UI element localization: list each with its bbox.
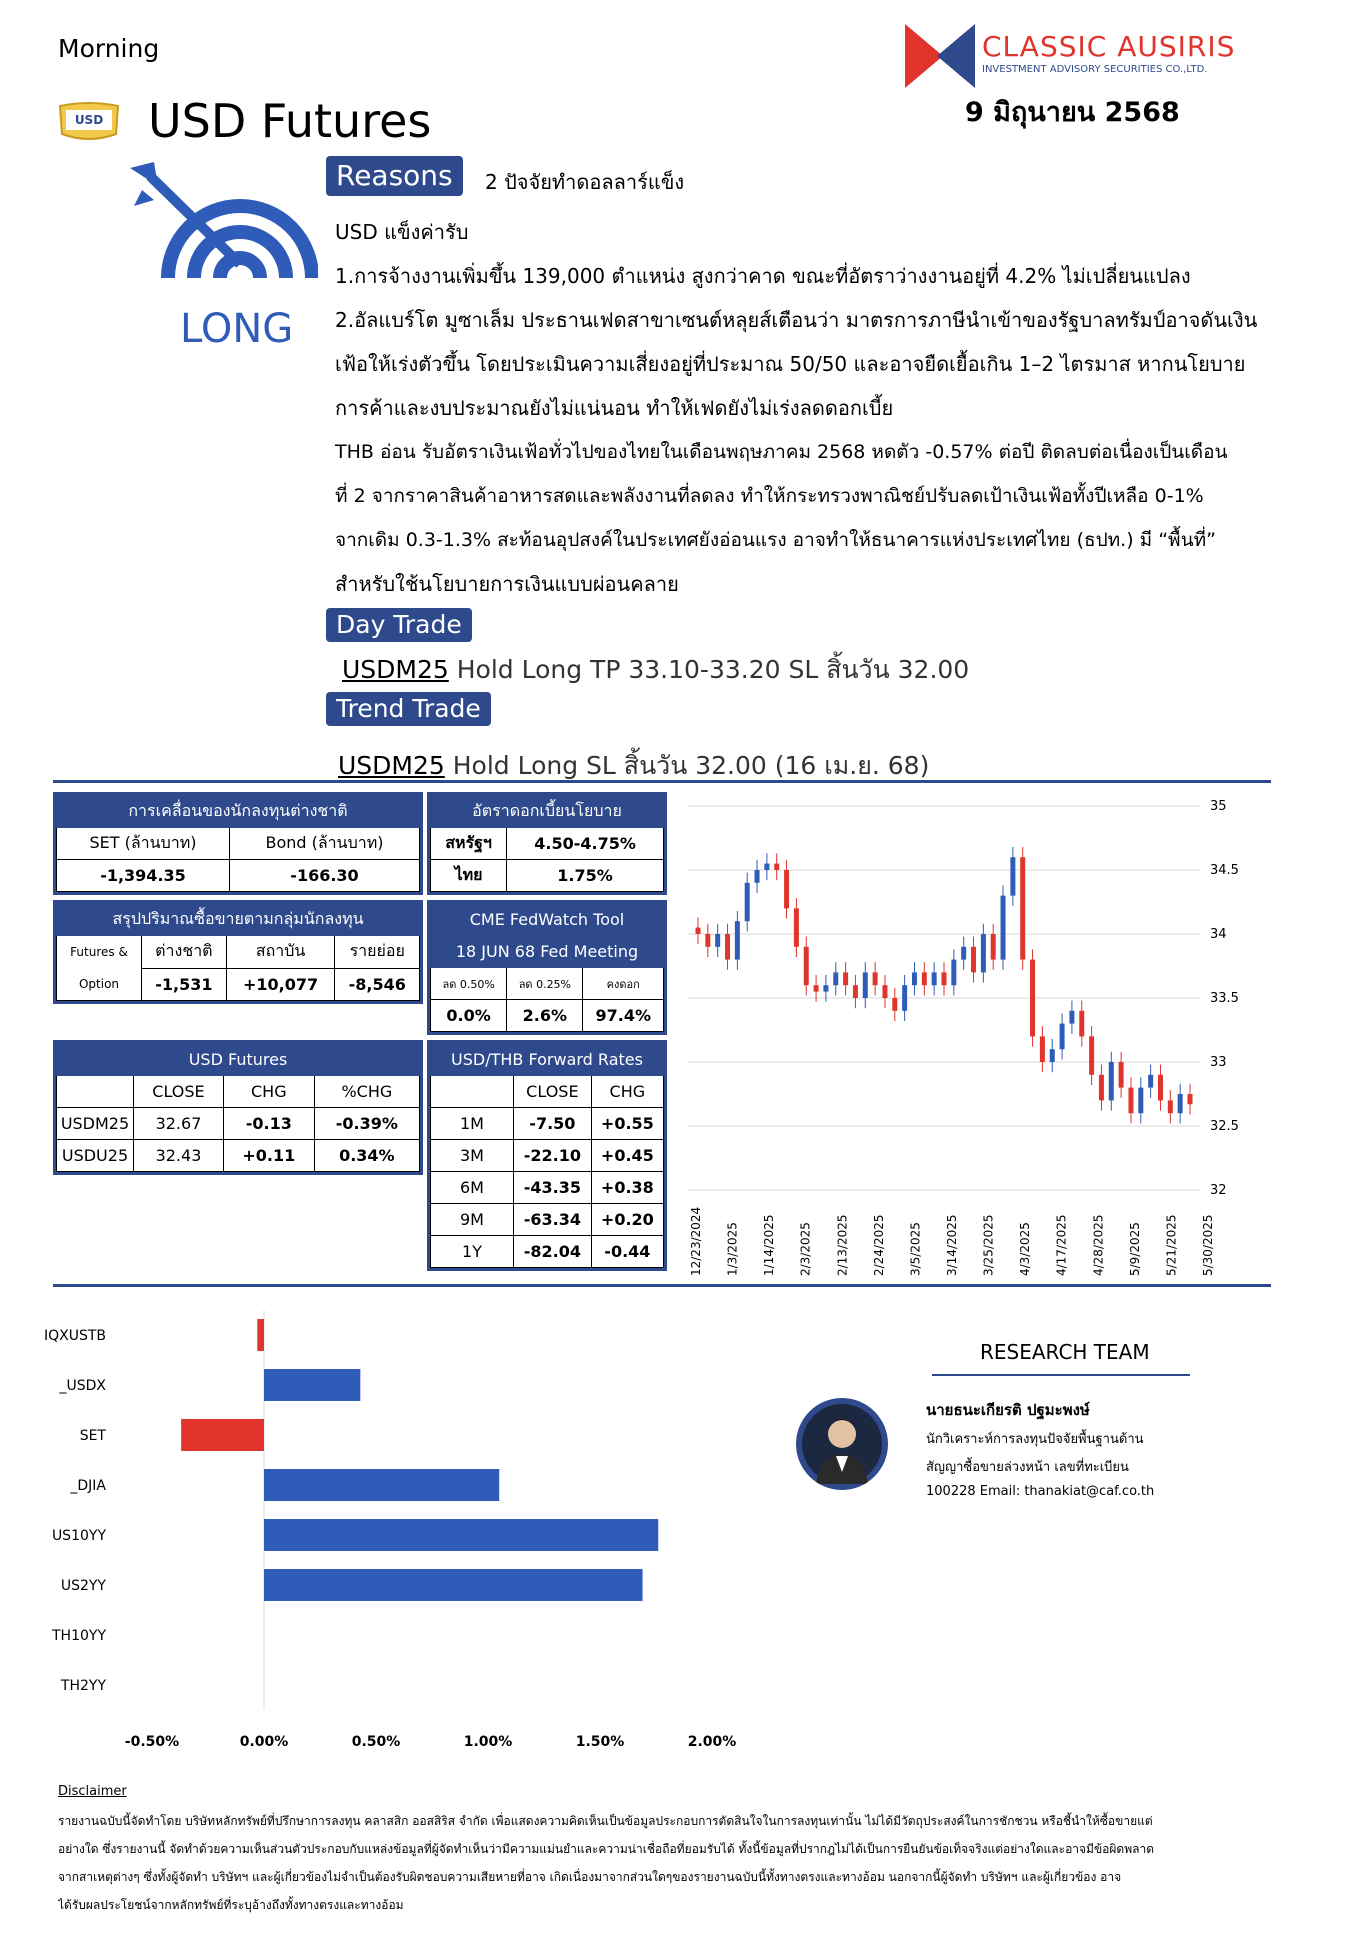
category-label: TH10YY xyxy=(52,1628,106,1644)
fedwatch-value: 97.4% xyxy=(583,1000,664,1032)
analyst-role-2: สัญญาซื้อขายล่วงหน้า เลขที่ทะเบียน xyxy=(926,1460,1129,1475)
disclaimer-line: ได้รับผลประโยชน์จากหลักทรัพย์ที่ระบุอ้างถึงทั้งทางตรงและทางอ้อม xyxy=(58,1898,404,1912)
x-tick-label: 4/28/2025 xyxy=(1091,1214,1106,1276)
company-subtitle: INVESTMENT ADVISORY SECURITIES CO.,LTD. xyxy=(982,64,1208,75)
candle-body xyxy=(1020,857,1025,959)
candle-body xyxy=(843,972,848,985)
candle-body xyxy=(991,934,996,960)
candle-body xyxy=(863,972,868,998)
disclaimer-line: จากสาเหตุต่างๆ ซึ่งทั้งผู้จัดทำ บริษัทฯ และผู้เกี่ยวข้องไม่จำเป็นต้องรับผิดชอบความเสียหายที่อาจ เกิดเนื่องมาจากส่วนใดๆของรายงานฉบับนี้ทั้งทางตรงและทางอ้อม นอกจากนี้ผู้จัดทำ บริษัทฯ และผู้เกี่ยวข้อง อาจ xyxy=(58,1870,1122,1884)
fedwatch-header: คงดอก xyxy=(583,968,664,1000)
y-tick-label: 33 xyxy=(1210,1055,1227,1070)
policy-rate-country: สหรัฐฯ xyxy=(431,828,507,860)
disclaimer-title: Disclaimer xyxy=(58,1784,127,1799)
candle-body xyxy=(882,985,887,998)
usd-futures-header: CLOSE xyxy=(134,1076,224,1108)
investor-value: -8,546 xyxy=(335,968,420,1001)
candle-body xyxy=(764,864,769,870)
foreign-flow-table xyxy=(56,795,420,892)
candle-body xyxy=(1148,1075,1153,1088)
research-team-title: RESEARCH TEAM xyxy=(980,1340,1150,1364)
company-name: CLASSIC AUSIRIS xyxy=(982,30,1236,63)
investor-group-label-1: Futures & xyxy=(70,945,128,959)
candle-body xyxy=(833,972,838,985)
policy-rate-value: 1.75% xyxy=(507,860,664,892)
x-tick-label: 1.00% xyxy=(463,1734,513,1750)
x-tick-label: 3/5/2025 xyxy=(908,1222,923,1276)
usd-futures-header: %CHG xyxy=(314,1076,419,1108)
fedwatch-title: CME FedWatch Tool xyxy=(431,904,664,936)
y-tick-label: 34 xyxy=(1210,927,1227,942)
investor-group-table xyxy=(56,903,420,1001)
forward-tenor: 1Y xyxy=(431,1236,514,1268)
y-tick-label: 34.5 xyxy=(1210,863,1239,878)
usd-futures-pct: -0.39% xyxy=(314,1108,419,1140)
report-date: 9 มิถุนายน 2568 xyxy=(965,97,1180,128)
fedwatch-header: ลด 0.50% xyxy=(431,968,507,1000)
usd-futures-pct: 0.34% xyxy=(314,1140,419,1172)
day-trade-text: Hold Long TP 33.10-33.20 SL สิ้นวัน 32.00 xyxy=(448,655,970,684)
reason-line: เฟ้อให้เร่งตัวขึ้น โดยประเมินความเสี่ยงอยู่ที่ประมาณ 50/50 และอาจยืดเยื้อเกิน 1–2 ไตรมาส หากนโยบาย xyxy=(335,352,1246,376)
usd-futures-close: 32.43 xyxy=(134,1140,224,1172)
target-icon xyxy=(128,160,318,280)
candle-body xyxy=(1010,857,1015,895)
candle-body xyxy=(1060,1024,1065,1050)
fedwatch-value: 0.0% xyxy=(431,1000,507,1032)
policy-rate-country: ไทย xyxy=(431,860,507,892)
candle-body xyxy=(961,947,966,960)
candle-body xyxy=(705,934,710,947)
forward-chg: +0.38 xyxy=(591,1172,663,1204)
x-tick-label: 2/13/2025 xyxy=(835,1214,850,1276)
candle-body xyxy=(1188,1094,1193,1104)
forward-close: -22.10 xyxy=(514,1140,592,1172)
investor-header: ต่างชาติ xyxy=(142,936,227,969)
edition-label: Morning xyxy=(58,34,160,63)
candle-body xyxy=(912,972,917,985)
candle-body xyxy=(715,934,720,947)
candle-body xyxy=(1069,1011,1074,1024)
forward-rates-table xyxy=(430,1043,664,1268)
forward-rates-title: USD/THB Forward Rates xyxy=(431,1044,664,1076)
candle-body xyxy=(784,870,789,908)
candle-body xyxy=(735,921,740,959)
usd-futures-name: USDM25 xyxy=(57,1108,134,1140)
x-tick-label: 1.50% xyxy=(575,1734,625,1750)
reason-line: จากเดิม 0.3-1.3% สะท้อนอุปสงค์ในประเทศยังอ่อนแรง อาจทำให้ธนาคารแห่งประเทศไทย (ธปท.) มี “พื้นที่” xyxy=(335,529,1216,551)
candle-body xyxy=(804,947,809,985)
fedwatch-header: ลด 0.25% xyxy=(507,968,583,1000)
candle-body xyxy=(1001,896,1006,960)
reason-line: THB อ่อน รับอัตราเงินเฟ้อทั่วไปของไทยในเดือนพฤษภาคม 2568 หดตัว -0.57% ต่อปี ติดลบต่อเนื่องเป็นเดือน xyxy=(335,441,1228,463)
foreign-flow-col-set: SET (ล้านบาท) xyxy=(57,828,230,860)
trend-trade-symbol: USDM25 xyxy=(338,751,445,780)
y-tick-label: 35 xyxy=(1210,799,1227,814)
usd-candlestick-chart xyxy=(680,790,1240,1280)
position-label: LONG xyxy=(180,306,294,352)
x-tick-label: 3/25/2025 xyxy=(981,1214,996,1276)
candle-body xyxy=(1119,1062,1124,1088)
x-tick-label: 5/9/2025 xyxy=(1127,1222,1142,1276)
reason-line: การค้าและงบประมาณยังไม่แน่นอน ทำให้เฟดยังไม่เร่งลดดอกเบี้ย xyxy=(335,396,894,420)
policy-rate-value: 4.50-4.75% xyxy=(507,828,664,860)
reason-line: 1.การจ้างงานเพิ่มขึ้น 139,000 ตำแหน่ง สูงกว่าคาด ขณะที่อัตราว่างงานอยู่ที่ 4.2% ไม่เปลี่ยนแปลง xyxy=(335,264,1191,288)
company-logo xyxy=(905,22,975,90)
bar xyxy=(264,1369,360,1401)
candle-body xyxy=(853,985,858,998)
disclaimer-line: รายงานฉบับนี้จัดทำโดย บริษัทหลักทรัพย์ที่ปรึกษาการลงทุน คลาสสิก ออสสิริส จำกัด เพื่อแสดงความคิดเห็นเป็นข้อมูลประกอบการตัดสินใจในการลงทุนเท่านั้น ไม่ได้มีวัตถุประสงค์ในการชักชวน หรือชี้นำให้ซื้อขายแต่ xyxy=(58,1814,1153,1828)
policy-rate-table xyxy=(430,795,664,892)
svg-text:USD: USD xyxy=(74,113,104,127)
forward-blank xyxy=(431,1076,514,1108)
category-label: SET xyxy=(79,1428,106,1444)
candle-body xyxy=(745,883,750,921)
analyst-role-1: นักวิเคราะห์การลงทุนปัจจัยพื้นฐานด้าน xyxy=(926,1432,1144,1447)
forward-close: -43.35 xyxy=(514,1172,592,1204)
foreign-flow-col-bond: Bond (ล้านบาท) xyxy=(229,828,419,860)
candle-body xyxy=(814,985,819,991)
market-change-bar-chart xyxy=(40,1300,760,1770)
bar xyxy=(264,1469,499,1501)
investor-group-label xyxy=(57,936,142,1001)
foreign-flow-set-value: -1,394.35 xyxy=(57,860,230,892)
candle-body xyxy=(873,972,878,985)
usd-futures-chg: -0.13 xyxy=(223,1108,314,1140)
investor-value: -1,531 xyxy=(142,968,227,1001)
x-tick-label: 1/14/2025 xyxy=(762,1214,777,1276)
trend-trade-text: Hold Long SL สิ้นวัน 32.00 (16 เม.ย. 68) xyxy=(444,751,930,780)
day-trade-symbol: USDM25 xyxy=(342,655,449,684)
x-tick-label: 2.00% xyxy=(687,1734,737,1750)
x-tick-label: 3/14/2025 xyxy=(945,1214,959,1276)
x-tick-label: 12/23/2024 xyxy=(689,1206,703,1276)
usd-futures-logo xyxy=(56,100,122,146)
fedwatch-meeting: 18 JUN 68 Fed Meeting xyxy=(431,936,664,968)
forward-tenor: 1M xyxy=(431,1108,514,1140)
forward-close: -7.50 xyxy=(514,1108,592,1140)
candle-body xyxy=(902,985,907,1011)
category-label: TH2YY xyxy=(60,1678,106,1694)
divider-mid xyxy=(53,1284,1271,1287)
category-label: _USDX xyxy=(59,1378,106,1394)
forward-tenor: 3M xyxy=(431,1140,514,1172)
day-trade-tag: Day Trade xyxy=(326,608,472,642)
fedwatch-table xyxy=(430,903,664,1032)
candle-body xyxy=(1050,1049,1055,1062)
forward-header: CHG xyxy=(591,1076,663,1108)
candle-body xyxy=(971,947,976,973)
forward-tenor: 6M xyxy=(431,1172,514,1204)
reason-line: สำหรับใช้นโยบายการเงินแบบผ่อนคลาย xyxy=(335,572,679,596)
category-label: US2YY xyxy=(60,1578,106,1594)
research-team-underline xyxy=(932,1374,1190,1376)
x-tick-label: 5/30/2025 xyxy=(1201,1214,1215,1276)
investor-value: +10,077 xyxy=(226,968,335,1001)
day-trade-line xyxy=(342,650,969,690)
usd-futures-chg: +0.11 xyxy=(223,1140,314,1172)
candle-body xyxy=(1128,1088,1133,1114)
candle-body xyxy=(1168,1100,1173,1113)
analyst-contact: 100228 Email: thanakiat@caf.co.th xyxy=(926,1484,1155,1499)
analyst-avatar xyxy=(796,1398,888,1490)
candle-body xyxy=(725,934,730,960)
reasons-summary: 2 ปัจจัยทำดอลลาร์แข็ง xyxy=(485,170,685,194)
candle-body xyxy=(892,998,897,1011)
policy-rate-title: อัตราดอกเบี้ยนโยบาย xyxy=(431,796,664,828)
x-tick-label: -0.50% xyxy=(124,1734,180,1750)
y-tick-label: 32 xyxy=(1210,1183,1227,1198)
forward-close: -82.04 xyxy=(514,1236,592,1268)
fedwatch-value: 2.6% xyxy=(507,1000,583,1032)
usd-futures-close: 32.67 xyxy=(134,1108,224,1140)
candle-body xyxy=(755,870,760,883)
bar xyxy=(181,1419,264,1451)
y-tick-label: 32.5 xyxy=(1210,1119,1239,1134)
bar xyxy=(264,1519,658,1551)
foreign-flow-bond-value: -166.30 xyxy=(229,860,419,892)
candle-body xyxy=(1089,1036,1094,1074)
investor-group-title: สรุปปริมาณซื้อขายตามกลุ่มนักลงทุน xyxy=(57,904,420,936)
candle-body xyxy=(1178,1094,1183,1113)
x-tick-label: 2/3/2025 xyxy=(798,1222,813,1276)
candle-body xyxy=(794,908,799,946)
reason-line: ที่ 2 จากราคาสินค้าอาหารสดและพลังงานที่ลดลง ทำให้กระทรวงพาณิชย์ปรับลดเป้าเงินเฟ้อทั้งปีเหลือ 0-1% xyxy=(335,485,1204,507)
x-tick-label: 0.00% xyxy=(239,1734,289,1750)
candle-body xyxy=(696,928,701,934)
forward-chg: +0.45 xyxy=(591,1140,663,1172)
forward-tenor: 9M xyxy=(431,1204,514,1236)
reason-line: 2.อัลแบร์โต มูซาเล็ม ประธานเฟดสาขาเซนต์หลุยส์เตือนว่า มาตรการภาษีนำเข้าของรัฐบาลทรัมป์อาจดันเงิน xyxy=(335,308,1258,332)
candle-body xyxy=(1040,1036,1045,1062)
reason-line: USD แข็งค่ารับ xyxy=(335,220,469,244)
candle-body xyxy=(1099,1075,1104,1101)
foreign-flow-title: การเคลื่อนของนักลงทุนต่างชาติ xyxy=(57,796,420,828)
page-title: USD Futures xyxy=(148,94,432,148)
x-tick-label: 4/17/2025 xyxy=(1054,1214,1069,1276)
candle-body xyxy=(981,934,986,972)
divider-top xyxy=(53,780,1271,783)
category-label: US10YY xyxy=(51,1528,106,1544)
candle-body xyxy=(1030,960,1035,1037)
x-tick-label: 4/3/2025 xyxy=(1018,1222,1033,1276)
x-tick-label: 5/21/2025 xyxy=(1164,1214,1179,1276)
bar xyxy=(264,1569,643,1601)
investor-group-label-2: Option xyxy=(78,977,120,991)
usd-futures-title: USD Futures xyxy=(57,1044,420,1076)
usd-futures-name: USDU25 xyxy=(57,1140,134,1172)
forward-close: -63.34 xyxy=(514,1204,592,1236)
usd-futures-table xyxy=(56,1043,420,1172)
candle-body xyxy=(922,972,927,985)
candle-body xyxy=(951,960,956,986)
usd-futures-blank xyxy=(57,1076,134,1108)
analyst-name: นายธนะเกียรติ ปฐมะพงษ์ xyxy=(926,1401,1090,1419)
candle-body xyxy=(1138,1088,1143,1114)
forward-chg: +0.20 xyxy=(591,1204,663,1236)
reasons-tag: Reasons xyxy=(326,156,463,196)
forward-header: CLOSE xyxy=(514,1076,592,1108)
candle-body xyxy=(1158,1075,1163,1101)
category-label: _DJIA xyxy=(70,1478,106,1494)
trend-trade-tag: Trend Trade xyxy=(326,692,491,726)
investor-header: สถาบัน xyxy=(226,936,335,969)
y-tick-label: 33.5 xyxy=(1210,991,1239,1006)
usd-futures-header: CHG xyxy=(223,1076,314,1108)
candle-body xyxy=(942,972,947,985)
candle-body xyxy=(932,972,937,985)
forward-chg: -0.44 xyxy=(591,1236,663,1268)
category-label: IQXUSTB xyxy=(43,1328,106,1344)
forward-chg: +0.55 xyxy=(591,1108,663,1140)
x-tick-label: 1/3/2025 xyxy=(725,1222,740,1276)
candle-body xyxy=(823,985,828,991)
investor-header: รายย่อย xyxy=(335,936,420,969)
x-tick-label: 2/24/2025 xyxy=(871,1214,886,1276)
candle-body xyxy=(1109,1062,1114,1100)
x-tick-label: 0.50% xyxy=(351,1734,401,1750)
candle-body xyxy=(774,864,779,870)
bar xyxy=(257,1319,264,1351)
candle-body xyxy=(1079,1011,1084,1037)
disclaimer-line: อย่างใด ซึ่งรายงานนี้ จัดทำด้วยความเห็นส่วนตัวประกอบกับแหล่งข้อมูลที่ผู้จัดทำเห็นว่ามีความแม่นยำและความน่าเชื่อถือที่ยอมรับได้ ทั้งนี้ข้อมูลที่ปรากฎไม่ได้เป็นการยืนยันข้อเท็จจริงแต่อย่างใดและอาจมีข้อผิดพลาด xyxy=(58,1842,1154,1856)
